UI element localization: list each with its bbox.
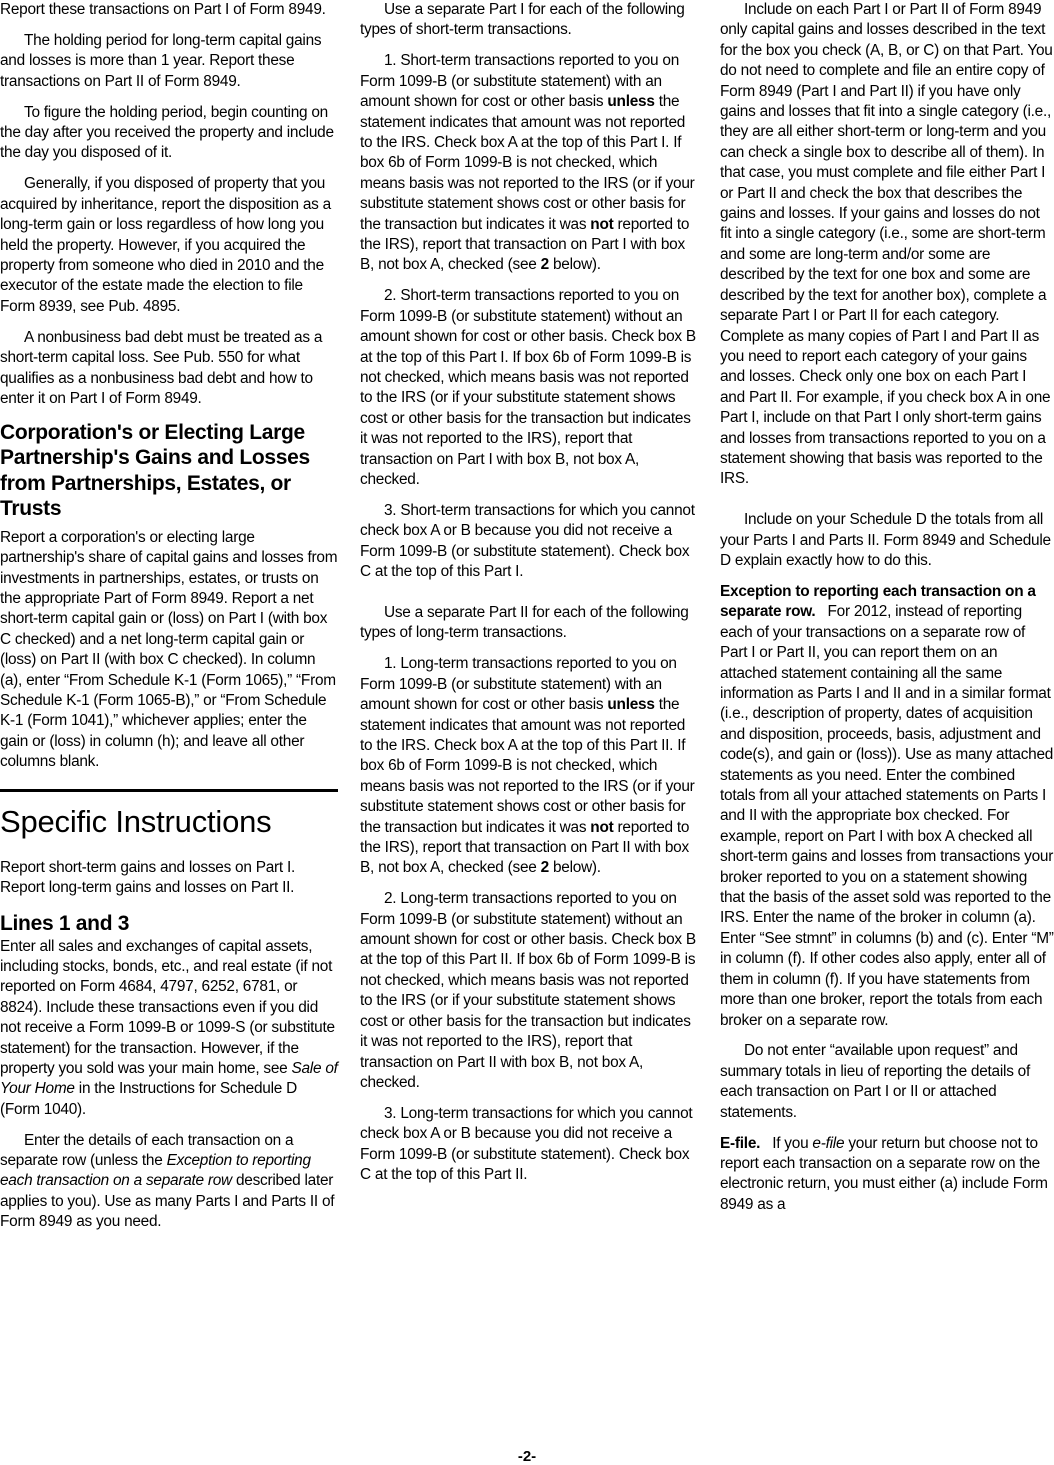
column-left (0, 0, 338, 1243)
paragraph: Include on each Part I or Part II of Form 8949 only capital gains and losses described in the text for the box you check (A, B, or C) on that Part. You do not need to complete and file an entire copy of Form 8949 (Part I and Part II) if you have only gains and losses that fit into a single category (i.e., they are all either short-term or long-term and you can check a single box to describe all of them). In that case, you must complete and file either Part I or Part II and check the box that describes the gains and losses. If your gains and losses do not fit into a single category (i.e., some are short-term and some are long-term and/or some are described by the text for one box and some are described by the text for another box), complete a separate Part I or Part II for each category. Complete as many copies of Part I and Part II as you need to report each category of your gains and losses. Check only one box on each Part I and Part II. For example, if you check box A in one Part I, include on that Part I only short-term gains and losses from transactions reported to you on a statement showing that basis was reported to the IRS. (720, 1, 1053, 488)
paragraph: The holding period for long-term capital gains and losses is more than 1 year. Report these transactions on Part II of Form 8949. (0, 31, 322, 90)
paragraph: A nonbusiness bad debt must be treated as a short-term capital loss. See Pub. 550 for what qualifies as a nonbusiness bad debt and how to enter it on Part I of Form 8949. (0, 328, 323, 407)
page-number: -2- (517, 1448, 537, 1465)
paragraph: Use a separate Part I for each of the following types of short-term transactions. (360, 1, 685, 39)
run-in-heading: E-file. (720, 1134, 761, 1152)
paragraph: Include on your Schedule D the totals from all your Parts I and Parts II. Form 8949 and Schedule D explain exactly how to do this. (720, 511, 1051, 570)
list-item: 2. Long-term transactions reported to you on Form 1099-B (or substitute statement) without an amount shown for cost or other basis. Check box B at the top of this Part II. If box 6b of Form 1099-B is not checked, which means basis was not reported to the IRS (or if your substitute statement shows cost or other basis for the transaction but indicates it was not reported to the IRS), report that transaction on Part II with box B, not box A, checked. (360, 890, 696, 1091)
paragraph: Use a separate Part II for each of the following types of long-term transactions. (360, 603, 689, 642)
run-in-heading: Exception to reporting each transaction on a separate row. (720, 582, 1036, 621)
page-title: Specific Instructions (0, 803, 272, 839)
paragraph: Enter all sales and exchanges of capital assets, including stocks, bonds, etc., and real estate (if not reported on Form 4684, 4797, 6252, 6781, or 8824). Include these transactions even if you did not receive a Form 1099-B or 1099-S (or substitute statement) for the transaction. However, if the property you sold was your main home, see Sale of Your Home in the Instructions for Schedule D (Form 1040). (0, 937, 338, 1118)
paragraph: Report short-term gains and losses on Part I. Report long-term gains and losses on Part II. (0, 858, 295, 897)
paragraph: Exception to reporting each transaction on a separate row. For 2012, instead of reporting each of your transactions on a separate row of Part I or Part II, you can report them on an attached statement containing all the same information as Parts I and II and in a similar format (i.e., description of property, dates of acquisition and disposition, proceeds, basis, adjustment and code(s), and gain or (loss)). Use as many attached statements as you need. Enter the combined totals from all your attached statements on Parts I and II with the appropriate box checked. For example, report on Part I with box A checked all short-term gains and losses from transactions your broker reported to you on a statement showing that the basis of the asset sold was reported to the IRS. Enter the name of the broker in column (a). Enter “See stmnt” in columns (b) and (c). Enter “M” in column (f). If other codes also apply, enter all of them in column (f). If you have statements from more than one broker, report the totals from each broker on a separate row. (720, 582, 1054, 1029)
paragraph: E-file. If you e-file your return but choose not to report each transaction on a separate row on the electronic return, you must either (a) include Form 8949 as a (720, 1134, 1048, 1213)
paragraph: Do not enter “available upon request” and summary totals in lieu of reporting the details of each transaction on Part I or II or attached statements. (720, 1042, 1031, 1121)
paragraph: Report these transactions on Part I of Form 8949. (0, 1, 326, 18)
paragraph: Enter the details of each transaction on a separate row (unless the Exception to reporting each transaction on a separate row described later applies to you). Use as many Parts I and Parts II of Form 8949 as you need. (0, 1131, 335, 1231)
list-item: 1. Long-term transactions reported to you on Form 1099-B (or substitute statement) with an amount shown for cost or other basis unless the statement indicates that amount was not reported to the IRS. Check box A at the top of this Part II. If box 6b of Form 1099-B is not checked, which means basis was not reported to the IRS (or if your substitute statement shows cost or other basis for the transaction but indicates it was not reported to the IRS), report that transaction on Part II with box B, not box A, checked (see 2 below). (360, 655, 695, 877)
paragraph: Generally, if you disposed of property that you acquired by inheritance, report the disposition as a long-term gain or loss regardless of how long you held the property. However, if you acquired the property from someone who died in 2010 and the executor of the estate made the election to file Form 8939, see Pub. 4895. (0, 175, 331, 315)
list-item: 1. Short-term transactions reported to you on Form 1099-B (or substitute statement) with an amount shown for cost or other basis unless the statement indicates that amount was not reported to the IRS. Check box A at the top of this Part I. If box 6b of Form 1099-B is not checked, which means basis was not reported to the IRS (or if your substitute statement shows cost or other basis for the transaction but indicates it was not reported to the IRS), report that transaction on Part I with box B, not box A, checked (see 2 below). (360, 52, 695, 274)
column-middle (360, 0, 700, 1196)
list-item: 2. Short-term transactions reported to you on Form 1099-B (or substitute statement) without an amount shown for cost or other basis. Check box B at the top of this Part I. If box 6b of Form 1099-B is not checked, which means basis was not reported to the IRS (or if your substitute statement shows cost or other basis for the transaction but indicates it was not reported to the IRS), report that transaction on Part I with box B, not box A, checked. (360, 287, 696, 488)
list-item: 3. Short-term transactions for which you cannot check box A or B because you did not receive a Form 1099-B (or substitute statement). Check box C at the top of this Part I. (360, 501, 695, 581)
section-heading: Lines 1 and 3 (0, 911, 130, 935)
section-heading: Corporation's or Electing Large Partnership's Gains and Losses from Partnerships, Estates, or Trusts (0, 420, 310, 521)
list-item: 3. Long-term transactions for which you cannot check box A or B because you did not receive a Form 1099-B (or substitute statement). Check box C at the top of this Part II. (360, 1104, 693, 1184)
section-divider (0, 789, 338, 792)
paragraph: To figure the holding period, begin counting on the day after you received the property and include the day you disposed of it. (0, 103, 334, 162)
column-right (720, 0, 1054, 1226)
paragraph: Report a corporation's or electing large partnership's share of capital gains and losses from investments in partnerships, estates, or trusts on the appropriate Part of Form 8949. Report a net short-term capital gain or (loss) on Part I (with box C checked) and a net long-term capital gain or (loss) on Part II (with box C checked). In column (a), enter “From Schedule K-1 (Form 1065),” “From Schedule K-1 (Form 1065-B),” or “From Schedule K-1 (Form 1041),” whichever applies; enter the gain or (loss) in column (h); and leave all other columns blank. (0, 528, 338, 771)
